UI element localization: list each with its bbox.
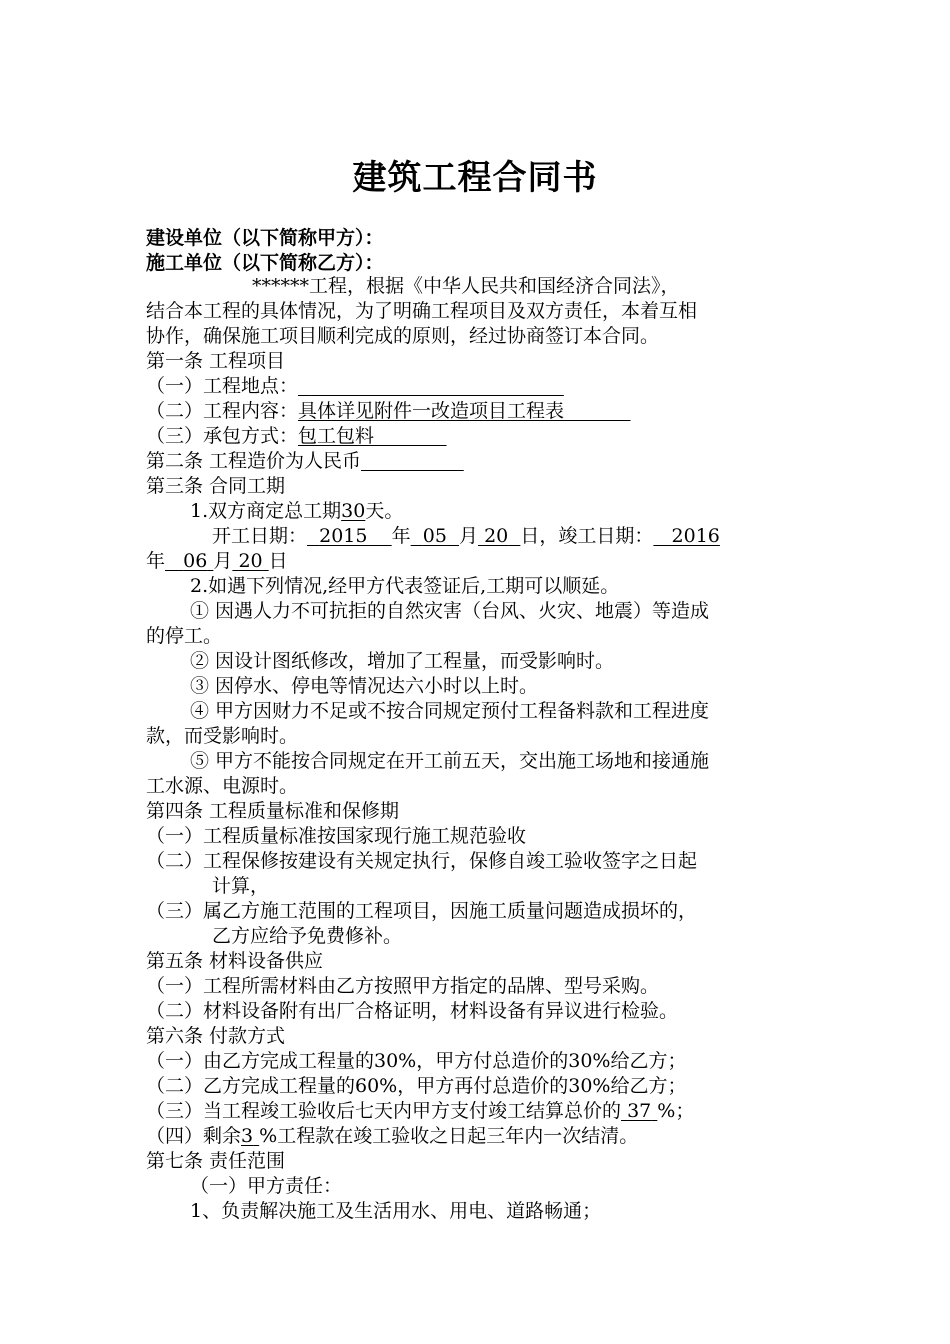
- article7-item-1: 1、负责解决施工及生活用水、用电、道路畅通；: [190, 1200, 602, 1222]
- article3-dates-line: 开工日期： 2015 年 05 月 20 日，竣工日期： 2016: [212, 525, 720, 547]
- location-blank: [298, 375, 564, 397]
- delay-case-3: ③ 因停水、停电等情况达六小时以上时。: [190, 675, 539, 697]
- article4-heading: 第四条 工程质量标准和保修期: [146, 800, 400, 822]
- end-day: 20: [238, 550, 263, 572]
- delay-case-2: ② 因设计图纸修改，增加了工程量，而受影响时。: [190, 650, 615, 672]
- article3-heading: 第三条 合同工期: [146, 475, 286, 497]
- article6-item-4: （四）剩余3 %工程款在竣工验收之日起三年内一次结清。: [146, 1125, 639, 1147]
- article4-item-1: （一）工程质量标准按国家现行施工规范验收: [146, 825, 527, 847]
- intro-line-1: ******工程，根据《中华人民共和国经济合同法》，: [252, 275, 680, 297]
- article1-location: [146, 374, 564, 399]
- article5-heading: 第五条 材料设备供应: [146, 950, 324, 972]
- article6-item-2: （二）乙方完成工程量的60%，甲方再付总造价的30%给乙方；: [146, 1075, 687, 1097]
- article6-heading: 第六条 付款方式: [146, 1025, 286, 1047]
- delay-case-4-cont: 款，而受影响时。: [146, 725, 299, 747]
- party-b-line: 施工单位（以下简称乙方）：: [146, 252, 384, 274]
- article6-item-3: （三）当工程竣工验收后七天内甲方支付竣工结算总价的 37 %；: [146, 1100, 695, 1122]
- location-label: （一）工程地点：: [146, 375, 299, 397]
- document-title: 建筑工程合同书: [352, 158, 598, 198]
- article4-item-3: （三）属乙方施工范围的工程项目，因施工质量问题造成损坏的，: [146, 900, 698, 922]
- article6-item-1: （一）由乙方完成工程量的30%，甲方付总造价的30%给乙方；: [146, 1050, 687, 1072]
- method-value: 包工包料: [298, 425, 375, 447]
- delay-intro: 2.如遇下列情况,经甲方代表签证后,工期可以顺延。: [190, 575, 620, 597]
- article1-method: [146, 424, 447, 449]
- intro-line-3: 协作，确保施工项目顺利完成的原则，经过协商签订本合同。: [146, 325, 660, 347]
- content-value: 具体详见附件一改造项目工程表: [298, 400, 565, 422]
- final-payment-percent: 37: [627, 1100, 652, 1122]
- end-month: 06: [183, 550, 208, 572]
- delay-case-5: ⑤ 甲方不能按合同规定在开工前五天，交出施工场地和接通施: [190, 750, 710, 772]
- article1-content: [146, 399, 630, 424]
- content-label: （二）工程内容：: [146, 400, 299, 422]
- article4-item-2: （二）工程保修按建设有关规定执行，保修自竣工验收签字之日起: [146, 850, 698, 872]
- article3-end-date: 年 06 月 20 日: [146, 550, 288, 572]
- article5-item-1: （一）工程所需材料由乙方按照甲方指定的品牌、型号采购。: [146, 975, 660, 997]
- delay-case-5-cont: 工水源、电源时。: [146, 775, 299, 797]
- method-label: （三）承包方式：: [146, 425, 299, 447]
- start-day: 20: [484, 525, 509, 547]
- retention-percent: 3: [241, 1125, 254, 1147]
- delay-case-1: ① 因遇人力不可抗拒的自然灾害（台风、火灾、地震）等造成: [190, 600, 710, 622]
- party-a-line: 建设单位（以下简称甲方）：: [146, 227, 384, 249]
- article4-item-2-cont: 计算，: [212, 875, 270, 897]
- intro-line-2: 结合本工程的具体情况，为了明确工程项目及双方责任，本着互相: [146, 300, 698, 322]
- delay-case-1-cont: 的停工。: [146, 625, 223, 647]
- article5-item-2: （二）材料设备附有出厂合格证明，材料设备有异议进行检验。: [146, 1000, 679, 1022]
- delay-case-4: ④ 甲方因财力不足或不按合同规定预付工程备料款和工程进度: [190, 700, 710, 722]
- end-year: 2016: [671, 525, 720, 547]
- duration-days: 30: [341, 500, 366, 522]
- article3-duration: 1.双方商定总工期30天。: [190, 500, 404, 522]
- article7-heading: 第七条 责任范围: [146, 1150, 286, 1172]
- article2-heading: 第二条 工程造价为人民币: [146, 450, 362, 472]
- start-month: 05: [422, 525, 447, 547]
- article7-sub-1: （一）甲方责任：: [190, 1175, 343, 1197]
- price-blank: [361, 450, 464, 472]
- article1-heading: 第一条 工程项目: [146, 350, 286, 372]
- start-year: 2015: [319, 525, 368, 547]
- article2-line: [146, 449, 464, 474]
- article4-item-3-cont: 乙方应给予免费修补。: [212, 925, 403, 947]
